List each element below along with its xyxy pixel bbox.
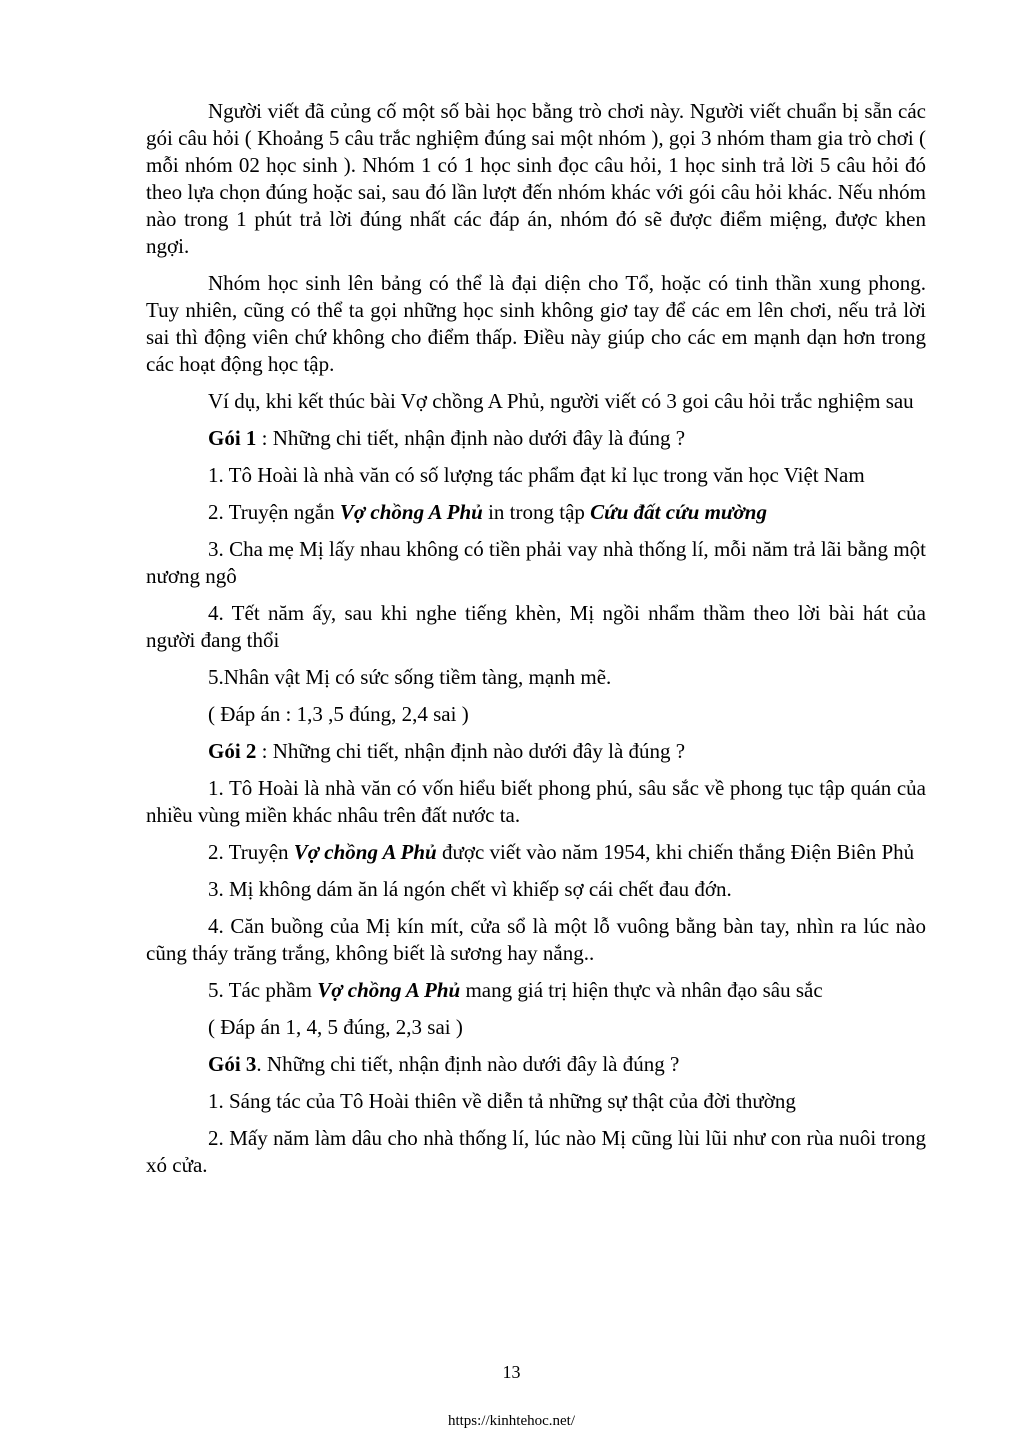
goi-1-item-5: 5.Nhân vật Mị có sức sống tiềm tàng, mạnh mẽ. xyxy=(208,665,612,689)
goi-2-answer: ( Đáp án 1, 4, 5 đúng, 2,3 sai ) xyxy=(208,1015,463,1039)
intro-paragraph-1: Người viết đã củng cố một số bài học bằng trò chơi này. Người viết chuẩn bị sẵn các gói câu hỏi ( Khoảng 5 câu trắc nghiệm đúng sai một nhóm ), gọi 3 nhóm tham gia trò chơi ( mỗi nhóm 02 học sinh ). Nhóm 1 có 1 học sinh đọc câu hỏi, 1 học sinh trả lời 5 câu hỏi đó theo lựa chọn đúng hoặc sai, sau đó lần lượt đến nhóm khác với gói câu hỏi khác. Nếu nhóm nào trong 1 phút trả lời đúng nhất các đáp án, nhóm đó sẽ được điểm miệng, được khen ngợi. xyxy=(146,99,926,258)
goi-2-item-4: 4. Căn buồng của Mị kín mít, cửa sổ là một lỗ vuông bằng bàn tay, nhìn ra lúc nào cũng tháy trăng trắng, không biết là sương hay nắng.. xyxy=(146,914,926,965)
intro-paragraph-3: Ví dụ, khi kết thúc bài Vợ chồng A Phủ, người viết có 3 goi câu hỏi trắc nghiệm sau xyxy=(208,389,914,413)
goi-2-heading xyxy=(146,738,926,765)
goi-3-item-1: 1. Sáng tác của Tô Hoài thiên về diễn tả những sự thật của đời thường xyxy=(208,1089,796,1113)
goi-2-item-5-text: 5. Tác phầm xyxy=(208,978,318,1002)
goi-1-question: : Những chi tiết, nhận định nào dưới đây là đúng ? xyxy=(256,426,686,450)
goi-3-label: Gói 3 xyxy=(208,1052,257,1076)
goi-1-label: Gói 1 xyxy=(208,426,257,450)
goi-2-item-2-text: 2. Truyện xyxy=(208,840,294,864)
goi-1-item-2 xyxy=(146,499,926,526)
goi-2-question: : Những chi tiết, nhận định nào dưới đây là đúng ? xyxy=(256,739,686,763)
goi-3-question: . Những chi tiết, nhận định nào dưới đây là đúng ? xyxy=(256,1052,680,1076)
goi-2-item-5-post: mang giá trị hiện thực và nhân đạo sâu sắc xyxy=(460,978,823,1002)
goi-3-heading xyxy=(146,1051,926,1078)
goi-2-item-2-post: được viết vào năm 1954, khi chiến thắng Điện Biên Phủ xyxy=(436,840,915,864)
goi-1-item-4: 4. Tết năm ấy, sau khi nghe tiếng khèn, Mị ngồi nhẩm thầm theo lời bài hát của người đang thổi xyxy=(146,601,926,652)
goi-1-item-2-text: 2. Truyện ngắn xyxy=(208,500,340,524)
goi-2-item-3: 3. Mị không dám ăn lá ngón chết vì khiếp sợ cái chết đau đớn. xyxy=(208,877,732,901)
goi-2-label: Gói 2 xyxy=(208,739,257,763)
goi-2-item-5 xyxy=(146,977,926,1004)
work-title: Vợ chồng A Phủ xyxy=(317,978,461,1002)
page-number: 13 xyxy=(502,1362,521,1382)
goi-1-heading xyxy=(146,425,926,452)
goi-1-item-2-mid: in trong tập xyxy=(482,500,591,524)
goi-1-answer: ( Đáp án : 1,3 ,5 đúng, 2,4 sai ) xyxy=(208,702,469,726)
work-title: Vợ chồng A Phủ xyxy=(293,840,437,864)
collection-title: Cứu đất cứu mường xyxy=(590,500,767,524)
goi-1-item-1: 1. Tô Hoài là nhà văn có số lượng tác phẩm đạt kỉ lục trong văn học Việt Nam xyxy=(208,463,865,487)
goi-3-item-2: 2. Mấy năm làm dâu cho nhà thống lí, lúc nào Mị cũng lùi lũi như con rùa nuôi trong xó cửa. xyxy=(146,1126,926,1177)
goi-2-item-2 xyxy=(146,839,926,866)
footer-url[interactable]: https://kinhtehoc.net/ xyxy=(447,1413,576,1429)
goi-1-item-3: 3. Cha mẹ Mị lấy nhau không có tiền phải vay nhà thống lí, mỗi năm trả lãi bằng một nương ngô xyxy=(146,537,926,588)
body-text xyxy=(146,98,926,1189)
intro-paragraph-2: Nhóm học sinh lên bảng có thể là đại diện cho Tổ, hoặc có tinh thần xung phong. Tuy nhiên, cũng có thể ta gọi những học sinh không giơ tay để các em lên chơi, nếu trả lời sai thì động viên chứ không cho điểm thấp. Điều này giúp cho các em mạnh dạn hơn trong các hoạt động học tập. xyxy=(146,271,926,376)
goi-2-item-1: 1. Tô Hoài là nhà văn có vốn hiểu biết phong phú, sâu sắc về phong tục tập quán của nhiều vùng miền khác nhâu trên đất nước ta. xyxy=(146,776,926,827)
work-title: Vợ chồng A Phủ xyxy=(339,500,483,524)
